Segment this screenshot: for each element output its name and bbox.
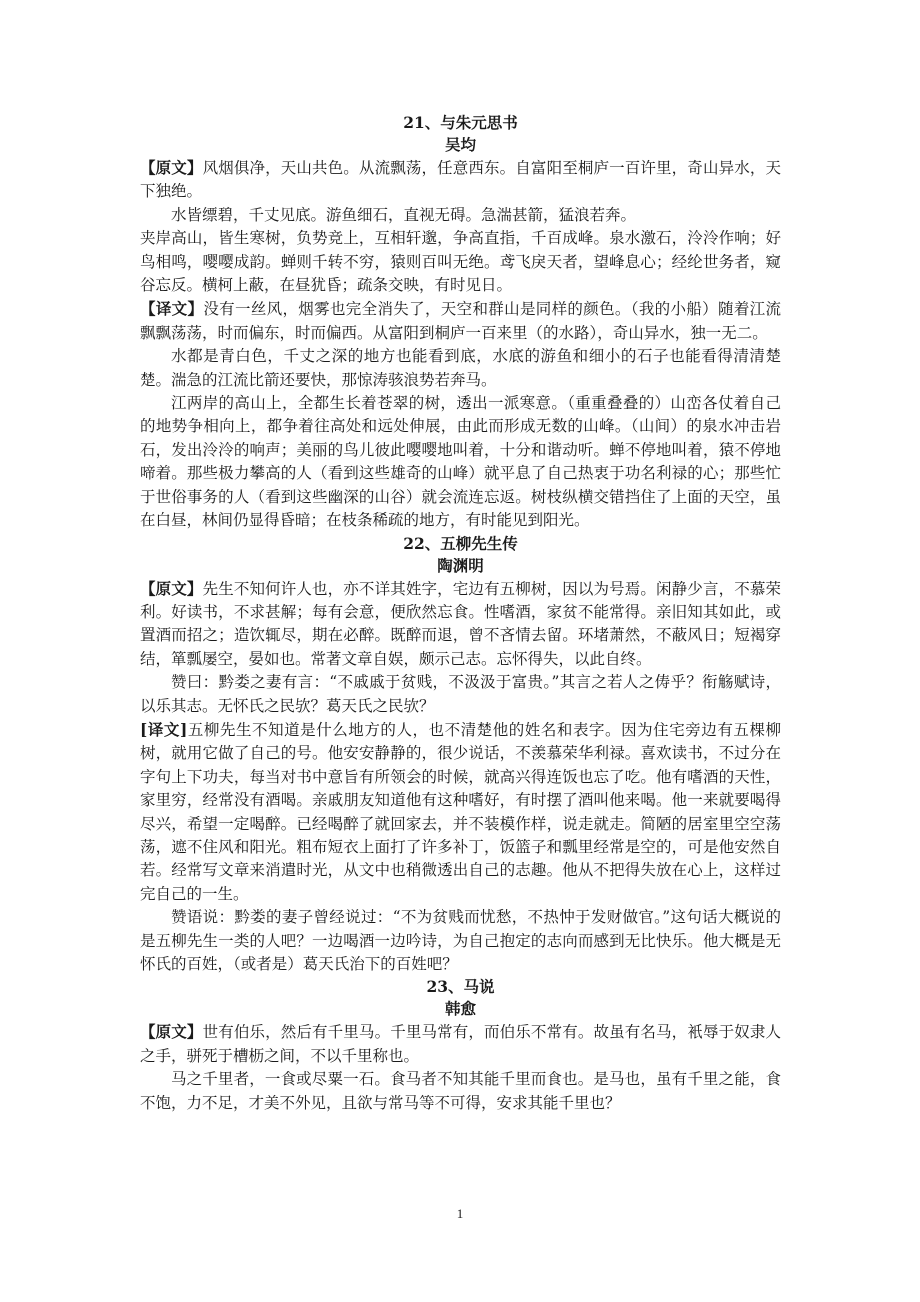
page-number: 1 (456, 1206, 464, 1221)
original-tag: 【原文】 (140, 1022, 203, 1042)
section-author: 韩愈 (444, 999, 476, 1019)
original-tag: 【原文】 (140, 158, 203, 177)
translation-paragraph: 赞语说：黔娄的妻子曾经说过：“不为贫贱而忧愁，不热忡于发财做官。”这句话大概说的是五柳先生一类的人吧？一边喝酒一边吟诗，为自己抱定的志向而感到无比快乐。他大概是无怀氏的百姓，（或者是）葛天氏治下的百姓吧？ (140, 908, 781, 973)
original-paragraph: 水皆缥碧，千丈见底。游鱼细石，直视无碍。急湍甚箭，猛浪若奔。 (171, 205, 637, 224)
section-author: 吴均 (444, 135, 476, 154)
section-title: 22、五柳先生传 (403, 533, 518, 553)
translation-paragraph: 江两岸的高山上，全都生长着苍翠的树，透出一派寒意。（重重叠叠的）山峦各仗着自己的地势争相向上，都争着往高处和远处伸展，由此而形成无数的山峰。（山间）的泉水冲击岩石，发出泠泠的响声；美丽的鸟儿彼此嘤嘤地叫着，十分和谐动听。蝉不停地叫着，猿不停地啼着。那些极力攀高的人（看到这些雄奇的山峰）就平息了自己热衷于功名利禄的心；那些忙于世俗事务的人（看到这些幽深的山谷）就会流连忘返。树枝纵横交错挡住了上面的天空，虽在白昼，林间仍显得昏暗；在枝条稀疏的地方，有时能见到阳光。 (140, 394, 781, 530)
page-content (140, 112, 781, 1115)
original-paragraph: 【原文】先生不知何许人也，亦不详其姓字，宅边有五柳树，因以为号焉。闲静少言，不慕荣利。好读书，不求甚解；每有会意，便欣然忘食。性嗜酒，家贫不能常得。亲旧知其如此，或置酒而招之；造饮辄尽，期在必醉。既醉而退，曾不吝情去留。环堵萧然，不蔽风日；短褐穿结，箪瓢屡空，晏如也。常著文章自娱，颇示己志。忘怀得失，以此自终。 (140, 578, 781, 668)
section-author: 陶渊明 (437, 555, 484, 575)
translation-tag: [译文] (140, 719, 188, 739)
section-title: 21、与朱元思书 (403, 113, 518, 132)
original-paragraph: 赞曰：黔娄之妻有言：“不戚戚于贫贱，不汲汲于富贵。”其言之若人之俦乎？衔觞赋诗，以乐其志。无怀氏之民欤？葛天氏之民欤？ (140, 673, 781, 715)
translation-tag: 【译文】 (140, 299, 204, 319)
section-title: 23、马说 (426, 977, 495, 997)
original-paragraph: 夹岸高山，皆生寒树，负势竞上，互相轩邈，争高直指，千百成峰。泉水激石，泠泠作响；好鸟相鸣，嘤嘤成韵。蝉则千转不穷，猿则百叫无绝。鸢飞戾天者，望峰息心；经纶世务者，窥谷忘反。横柯上蔽，在昼犹昏；疏条交映，有时见日。 (140, 229, 781, 295)
original-paragraph: 马之千里者，一食或尽粟一石。食马者不知其能千里而食也。是马也，虽有千里之能，食不饱，力不足，才美不外见，且欲与常马等不可得，安求其能千里也？ (140, 1070, 781, 1112)
translation-paragraph: 水都是青白色，千丈之深的地方也能看到底，水底的游鱼和细小的石子也能看得清清楚楚。湍急的江流比箭还要快，那惊涛骇浪势若奔马。 (140, 347, 781, 389)
original-tag: 【原文】 (140, 578, 203, 598)
translation-paragraph: [译文]五柳先生不知道是什么地方的人，也不清楚他的姓名和表字。因为住宅旁边有五棵柳树，就用它做了自己的号。他安安静静的，很少说话，不羡慕荣华利禄。喜欢读书，不过分在字句上下功夫，每当对书中意旨有所领会的时候，就高兴得连饭也忘了吃。他有嗜酒的天性，家里穷，经常没有酒喝。亲戚朋友知道他有这种嗜好，有时摆了酒叫他来喝。他一来就要喝得尽兴，希望一定喝醉。已经喝醉了就回家去，并不装模作样，说走就走。简陋的居室里空空荡荡，遮不住风和阳光。粗布短衣上面打了许多补丁，饭篮子和瓢里经常是空的，可是他安然自若。经常写文章来消遣时光，从文中也稍微透出自己的志趣。他从不把得失放在心上，这样过完自己的一生。 (140, 719, 781, 903)
translation-paragraph: 【译文】没有一丝风，烟雾也完全消失了，天空和群山是同样的颜色。（我的小船）随着江流飘飘荡荡，时而偏东，时而偏西。从富阳到桐庐一百来里（的水路），奇山异水，独一无二。 (140, 299, 781, 342)
original-paragraph: 【原文】世有伯乐，然后有千里马。千里马常有，而伯乐不常有。故虽有名马，衹辱于奴隶人之手，骈死于槽枥之间，不以千里称也。 (140, 1022, 781, 1065)
original-paragraph: 【原文】风烟俱净，天山共色。从流飘荡，任意西东。自富阳至桐庐一百许里，奇山异水，天下独绝。 (140, 158, 781, 201)
